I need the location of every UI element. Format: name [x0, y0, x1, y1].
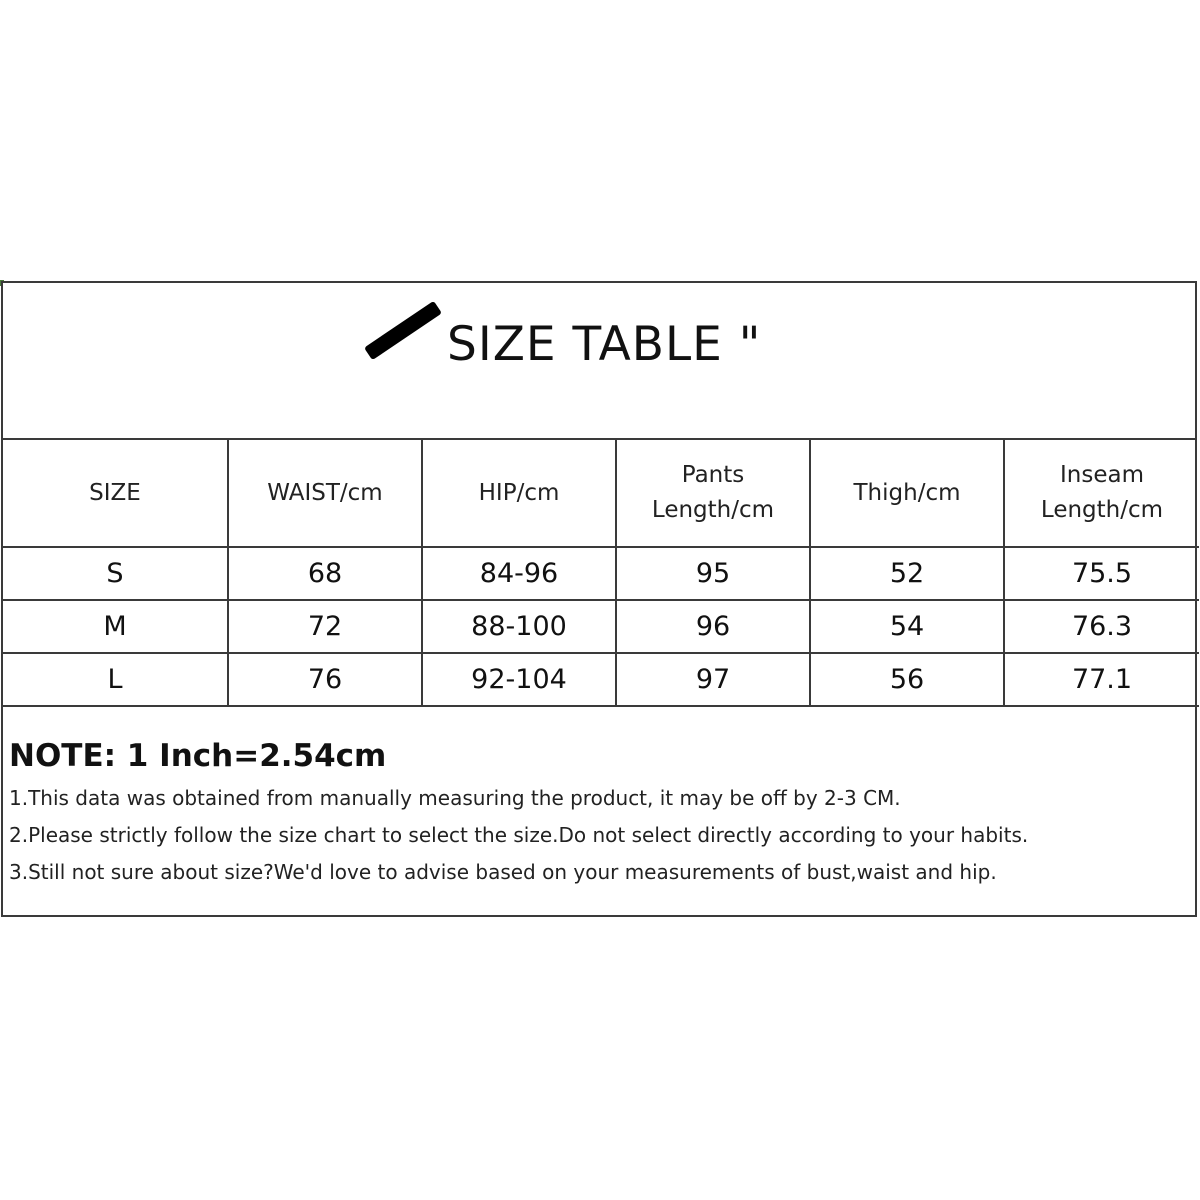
- cell-hip: 88-100: [422, 600, 616, 653]
- cell-waist: 72: [228, 600, 422, 653]
- note-line-2: 2.Please strictly follow the size chart to select the size.Do not select directly according to your habits.: [9, 823, 1029, 847]
- cell-thigh: 52: [810, 547, 1004, 600]
- header-inseam-length: Inseam Length/cm: [1004, 440, 1199, 547]
- page-title: SIZE TABLE ": [447, 317, 762, 372]
- cell-waist: 76: [228, 653, 422, 706]
- cell-hip: 92-104: [422, 653, 616, 706]
- cell-pants-length: 96: [616, 600, 810, 653]
- cell-inseam-length: 75.5: [1004, 547, 1199, 600]
- table-row: [3, 600, 1199, 653]
- title-area: [3, 283, 1195, 440]
- cell-waist: 68: [228, 547, 422, 600]
- table-row: [3, 653, 1199, 706]
- cell-thigh: 54: [810, 600, 1004, 653]
- cell-inseam-length: 77.1: [1004, 653, 1199, 706]
- cell-inseam-length: 76.3: [1004, 600, 1199, 653]
- header-pants-length: Pants Length/cm: [616, 440, 810, 547]
- cell-pants-length: 97: [616, 653, 810, 706]
- cell-pants-length: 95: [616, 547, 810, 600]
- header-hip: HIP/cm: [422, 440, 616, 547]
- cell-hip: 84-96: [422, 547, 616, 600]
- note-line-1: 1.This data was obtained from manually measuring the product, it may be off by 2-3 CM.: [9, 786, 901, 810]
- size-chart-card: [1, 281, 1197, 917]
- table-row: [3, 547, 1199, 600]
- header-waist: WAIST/cm: [228, 440, 422, 547]
- notes-section: [9, 738, 1189, 891]
- cell-size: M: [3, 600, 228, 653]
- cell-size: S: [3, 547, 228, 600]
- size-table: [3, 440, 1199, 707]
- header-row: [3, 440, 1199, 547]
- header-thigh: Thigh/cm: [810, 440, 1004, 547]
- header-size: SIZE: [3, 440, 228, 547]
- slash-mark-icon: [364, 301, 442, 360]
- cell-thigh: 56: [810, 653, 1004, 706]
- note-heading: NOTE: 1 Inch=2.54cm: [9, 738, 387, 774]
- note-line-3: 3.Still not sure about size?We'd love to advise based on your measurements of bust,waist and hip.: [9, 860, 997, 884]
- cell-size: L: [3, 653, 228, 706]
